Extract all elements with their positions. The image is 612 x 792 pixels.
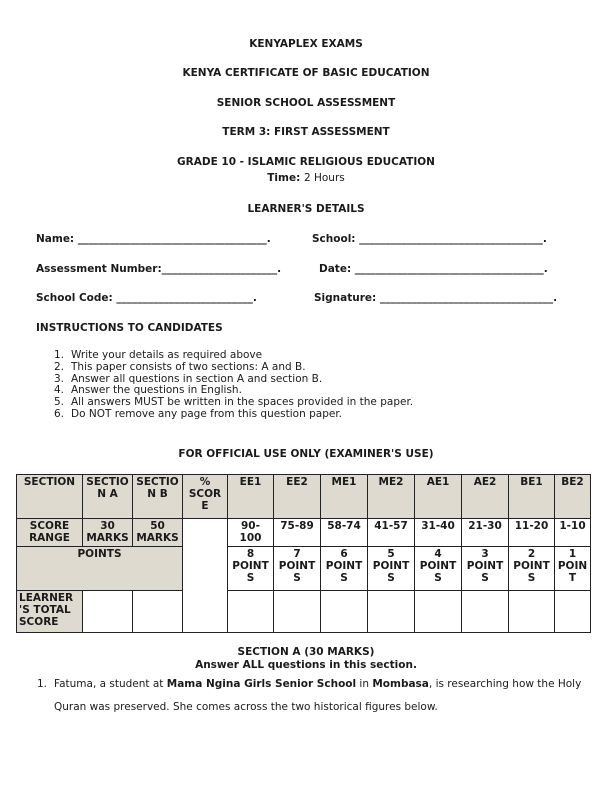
table-cell: 1-10	[555, 519, 591, 547]
instruction-item: 4. Answer the questions in English.	[54, 384, 242, 397]
table-cell: 41-57	[368, 519, 415, 547]
table-row	[17, 547, 591, 591]
instruction-item: 2. This paper consists of two sections: A and B.	[54, 360, 306, 373]
table-cell: AE2	[462, 475, 509, 519]
table-cell: EE1	[228, 475, 274, 519]
table-cell: ME2	[368, 475, 415, 519]
table-cell: AE1	[415, 475, 462, 519]
ee1-score-cell[interactable]	[228, 591, 274, 633]
table-cell: SCORE RANGE	[17, 519, 83, 547]
me1-score-cell[interactable]	[321, 591, 368, 633]
question-1	[37, 673, 607, 719]
table-cell: 5 POINT S	[368, 547, 415, 591]
table-cell: 21-30	[462, 519, 509, 547]
school-code-field[interactable]: School Code: __________________________.	[36, 292, 257, 304]
question-text: Fatuma, a student at Mama Ngina Girls Senior School in Mombasa, is researching how the Holy Quran was preserved. She comes across the two historical figures below.	[54, 678, 582, 713]
section-a-subtitle: Answer ALL questions in this section.	[195, 659, 417, 671]
table-cell: % SCOR E	[183, 475, 228, 519]
instructions-title: INSTRUCTIONS TO CANDIDATES	[36, 322, 223, 334]
org-title: KENYAPLEX EXAMS	[249, 38, 363, 50]
school-name: Mama Ngina Girls Senior School	[166, 678, 357, 690]
assessment-number-field[interactable]: Assessment Number:______________________.	[36, 263, 282, 275]
assessment-title: SENIOR SCHOOL ASSESSMENT	[216, 97, 396, 109]
table-cell: 2 POINT S	[509, 547, 555, 591]
table-cell: 4 POINT S	[415, 547, 462, 591]
name-field[interactable]: Name: ____________________________________.	[36, 233, 271, 245]
table-cell: SECTIO N A	[83, 475, 133, 519]
table-cell: 58-74	[321, 519, 368, 547]
table-cell: 90- 100	[228, 519, 274, 547]
percent-score-cell[interactable]	[183, 519, 228, 633]
table-cell: BE1	[509, 475, 555, 519]
table-cell: LEARNER 'S TOTAL SCORE	[17, 591, 83, 633]
instruction-item: 6. Do NOT remove any page from this question paper.	[54, 407, 343, 420]
me2-score-cell[interactable]	[368, 591, 415, 633]
table-cell: BE2	[555, 475, 591, 519]
ae2-score-cell[interactable]	[462, 591, 509, 633]
table-cell: 7 POINT S	[274, 547, 321, 591]
ee2-score-cell[interactable]	[274, 591, 321, 633]
score-table	[16, 474, 591, 633]
signature-field[interactable]: Signature: _________________________________.	[314, 292, 558, 304]
time-label: Time:	[267, 172, 301, 184]
section-a-title: SECTION A (30 MARKS)	[237, 646, 375, 658]
section-b-score-cell[interactable]	[133, 591, 183, 633]
table-cell: 8 POINT S	[228, 547, 274, 591]
section-a-score-cell[interactable]	[83, 591, 133, 633]
table-row	[17, 591, 591, 633]
table-cell: 6 POINT S	[321, 547, 368, 591]
be2-score-cell[interactable]	[555, 591, 591, 633]
be1-score-cell[interactable]	[509, 591, 555, 633]
subject-title: GRADE 10 - ISLAMIC RELIGIOUS EDUCATION	[177, 156, 435, 168]
question-number: 1.	[37, 678, 48, 690]
time-line	[0, 172, 612, 184]
table-cell: EE2	[274, 475, 321, 519]
official-use-title: FOR OFFICIAL USE ONLY (EXAMINER'S USE)	[178, 448, 434, 460]
table-row	[17, 519, 591, 547]
city-name: Mombasa	[372, 678, 429, 690]
table-cell: 1 POIN T	[555, 547, 591, 591]
details-row-1	[36, 233, 596, 245]
table-cell: 30 MARKS	[83, 519, 133, 547]
table-header-row	[17, 475, 591, 519]
time-value: 2 Hours	[303, 172, 345, 184]
table-cell: 31-40	[415, 519, 462, 547]
instruction-item: 1. Write your details as required above	[54, 349, 263, 361]
details-row-2	[36, 263, 596, 275]
date-field[interactable]: Date: ____________________________________.	[319, 263, 548, 275]
table-cell: 50 MARKS	[133, 519, 183, 547]
school-field[interactable]: School: ___________________________________.	[312, 233, 547, 245]
table-cell: POINTS	[17, 547, 183, 591]
table-cell: 3 POINT S	[462, 547, 509, 591]
ae1-score-cell[interactable]	[415, 591, 462, 633]
table-cell: 75-89	[274, 519, 321, 547]
table-cell: ME1	[321, 475, 368, 519]
table-cell: SECTIO N B	[133, 475, 183, 519]
table-cell: 11-20	[509, 519, 555, 547]
table-cell: SECTION	[17, 475, 83, 519]
details-row-3	[36, 292, 596, 304]
term-title: TERM 3: FIRST ASSESSMENT	[222, 126, 390, 138]
learner-details-heading: LEARNER'S DETAILS	[247, 203, 365, 215]
certificate-title: KENYA CERTIFICATE OF BASIC EDUCATION	[182, 67, 430, 79]
instruction-item: 5. All answers MUST be written in the spaces provided in the paper.	[54, 396, 414, 409]
instruction-item: 3. Answer all questions in section A and section B.	[54, 372, 323, 385]
instructions-list	[54, 350, 413, 421]
